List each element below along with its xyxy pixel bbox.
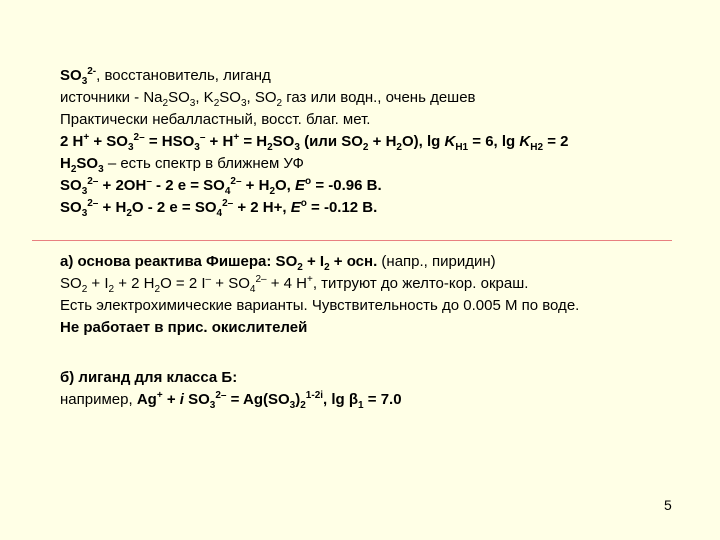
subscript: 2 (213, 98, 220, 109)
italic-symbol: E (295, 177, 306, 194)
subscript: 3 (81, 76, 88, 87)
text-run: SO (60, 67, 82, 84)
text-run: 2 H (60, 133, 84, 150)
superscript: 2– (222, 198, 234, 209)
text-run: SO (60, 177, 82, 194)
superscript: 2– (230, 176, 242, 187)
text-run: + H (368, 133, 397, 150)
subscript: 3 (189, 98, 196, 109)
subscript: 3 (127, 142, 134, 153)
text-run: Практически небалластный, восст. благ. мет. (60, 111, 371, 128)
subscript: 2 (126, 208, 132, 219)
subscript: 2 (324, 262, 330, 273)
subscript: 3 (81, 208, 88, 219)
superscript: 2– (133, 132, 145, 143)
superscript: + (233, 132, 240, 143)
text-run: , титруют до желто-кор. окраш. (312, 275, 529, 292)
subscript: 4 (216, 208, 223, 219)
subscript: 3 (240, 98, 247, 109)
line-so3-reductant (60, 66, 271, 86)
superscript: – (205, 274, 212, 285)
text-run: + H (241, 177, 270, 194)
line-properties (60, 110, 370, 130)
text-run: , K (195, 89, 214, 106)
text-run: газ или водн., очень дешев (282, 89, 476, 106)
line-fischer-reaction (60, 274, 528, 294)
text-run: SO (76, 155, 99, 172)
line-spectrum (60, 154, 304, 174)
subscript: 1 (358, 400, 364, 411)
line-electrochemical (60, 296, 579, 316)
text-run: источники - Na (60, 89, 163, 106)
h2so3-formula (60, 155, 104, 175)
text-run: H (60, 155, 71, 172)
so3-formula (60, 66, 97, 87)
text-run: SO (60, 199, 82, 216)
subscript: 2 (362, 142, 369, 153)
text-run: (напр., пиридин) (377, 253, 496, 270)
text-run: O - 2 e = SO (131, 199, 217, 216)
superscript: + (307, 274, 313, 285)
text-run: + I (87, 275, 109, 292)
text-run: SO (272, 133, 295, 150)
text-run: б) лиганд для класса Б: (60, 369, 238, 386)
subscript: 2 (276, 98, 283, 109)
text-run: = -0.96 В. (311, 177, 382, 194)
text-run: + осн. (329, 253, 378, 270)
line-ligand-heading (60, 368, 237, 388)
subscript: H1 (455, 142, 469, 153)
superscript: 1-2i (305, 390, 324, 401)
subscript: 2 (269, 186, 276, 197)
line-sources (60, 88, 476, 108)
superscript: o (300, 198, 307, 209)
superscript: + (156, 390, 163, 401)
subscript: 4 (224, 186, 231, 197)
subscript: 2 (108, 284, 115, 295)
text-run: = 7.0 (363, 391, 402, 408)
superscript: 2– (215, 390, 227, 401)
superscript: – (146, 176, 152, 187)
text-run: + H (205, 133, 234, 150)
text-run: = 2 (543, 133, 569, 150)
text-run: ) (295, 391, 301, 408)
italic-symbol: i (179, 391, 184, 408)
text-run: + (162, 391, 180, 408)
text-run: например, (60, 391, 137, 408)
text-run: + 4 H (266, 275, 307, 292)
divider-line (32, 240, 672, 241)
subscript: 3 (209, 400, 216, 411)
text-run: , SO (246, 89, 277, 106)
subscript: 3 (289, 400, 296, 411)
text-run: O, (275, 177, 296, 194)
superscript: 2– (87, 198, 99, 209)
complex-equation (136, 390, 402, 411)
subscript: 4 (249, 284, 256, 295)
text-run: (или SO (299, 133, 363, 150)
text-run: + I (302, 253, 325, 270)
superscript: 2- (87, 66, 97, 77)
subscript: 2 (267, 142, 273, 153)
text-run: = Ag(SO (226, 391, 290, 408)
italic-symbol: E (290, 199, 301, 216)
text-run: SO (168, 89, 190, 106)
italic-symbol: K (519, 133, 531, 150)
subscript: 2 (81, 284, 88, 295)
text-run: а) основа реактива Фишера: SO (60, 253, 298, 270)
subscript: 2 (300, 400, 306, 411)
fischer-heading (60, 253, 378, 273)
subscript: H2 (530, 142, 544, 153)
italic-symbol: K (444, 133, 456, 150)
text-run: Не работает в прис. окислителей (60, 319, 308, 336)
text-run: SO (219, 89, 241, 106)
text-run: - 2 e = SO (151, 177, 225, 194)
line-ligand-example (60, 390, 402, 410)
text-run: – есть спектр в ближнем УФ (103, 155, 304, 172)
line-equilibrium (60, 132, 568, 152)
subscript: 3 (98, 164, 104, 175)
text-run: = 6, lg (468, 133, 520, 150)
text-run: SO (60, 275, 82, 292)
subscript: 2 (297, 262, 303, 273)
text-run: + SO (89, 133, 128, 150)
line-fischer-reagent (60, 252, 496, 272)
superscript: – (199, 132, 206, 143)
text-run: , восстановитель, лиганд (96, 67, 271, 84)
subscript: 2 (154, 284, 161, 295)
text-run: + SO (211, 275, 250, 292)
subscript: 2 (70, 164, 77, 175)
page-number: 5 (664, 497, 672, 513)
subscript: 3 (81, 186, 88, 197)
subscript: 3 (194, 142, 200, 153)
superscript: 2– (255, 274, 267, 285)
text-run: O = 2 I (160, 275, 206, 292)
line-redox-neutral (60, 198, 377, 218)
text-run: Есть электрохимические варианты. Чувствительность до 0.005 М по воде. (60, 297, 580, 314)
line-redox-alkaline (60, 176, 382, 196)
text-run: , lg (323, 391, 349, 408)
text-run: + 2 H (114, 275, 155, 292)
text-run: = -0.12 В. (306, 199, 378, 216)
subscript: 2 (162, 98, 169, 109)
text-run: Ag (136, 391, 157, 408)
superscript: + (83, 132, 90, 143)
subscript: 3 (294, 142, 300, 153)
text-run: + 2 H+, (233, 199, 291, 216)
text-run: = HSO (144, 133, 195, 150)
subscript: 2 (396, 142, 402, 153)
text-run: SO (183, 391, 210, 408)
text-run: + H (98, 199, 127, 216)
line-oxidizers-warning (60, 318, 307, 338)
beta-symbol: β (348, 391, 359, 408)
superscript: o (305, 176, 312, 187)
text-run: + 2OH (98, 177, 147, 194)
superscript: 2– (87, 176, 99, 187)
text-run: = H (239, 133, 268, 150)
text-run: O), lg (401, 133, 445, 150)
